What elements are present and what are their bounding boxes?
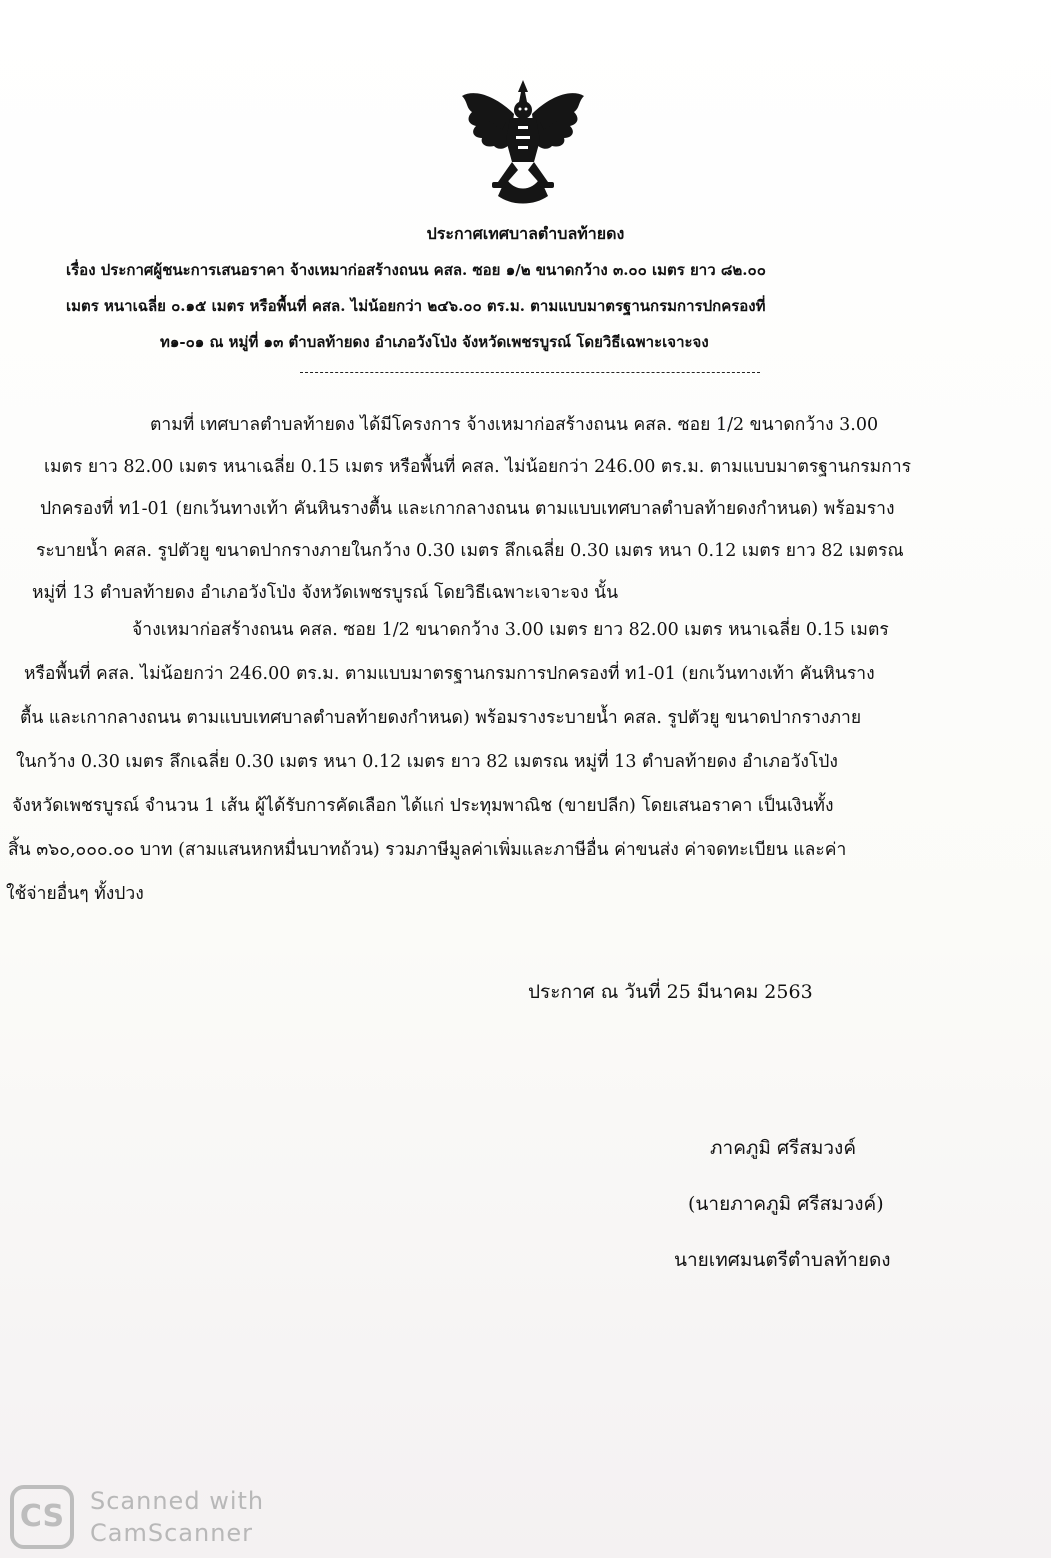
announcement-title: ประกาศเทศบาลตำบลท้ายดง xyxy=(426,224,625,243)
subject-line-1: เรื่อง ประกาศผู้ชนะการเสนอราคา จ้างเหมาก่อสร้างถนน คสล. ซอย ๑/๒ ขนาดกว้าง ๓.๐๐ เมตร ยาว ๘๒.๐๐ xyxy=(66,261,766,279)
paragraph1-line: เมตร ยาว 82.00 เมตร หนาเฉลี่ย 0.15 เมตร หรือพื้นที่ คสล. ไม่น้อยกว่า 246.00 ตร.ม. ตามแบบมาตรฐานกรมการ xyxy=(44,457,912,477)
paragraph2-line: สิ้น ๓๖๐,๐๐๐.๐๐ บาท (สามแสนหกหมื่นบาทถ้วน) รวมภาษีมูลค่าเพิ่มและภาษีอื่น ค่าขนส่ง ค่าจดทะเบียน และค่า xyxy=(8,840,847,860)
watermark-line-1: Scanned with xyxy=(90,1487,265,1515)
camscanner-watermark xyxy=(8,1483,288,1553)
paragraph2-line: หรือพื้นที่ คสล. ไม่น้อยกว่า 246.00 ตร.ม. ตามแบบมาตรฐานกรมการปกครองที่ ท1-01 (ยกเว้นทางเท้า คันหินราง xyxy=(24,664,875,684)
watermark-line-2: CamScanner xyxy=(90,1519,254,1547)
paragraph1-line: หมู่ที่ 13 ตำบลท้ายดง อำเภอวังโป่ง จังหวัดเพชรบูรณ์ โดยวิธีเฉพาะเจาะจง นั้น xyxy=(32,583,619,603)
subject-line-2: เมตร หนาเฉลี่ย ๐.๑๕ เมตร หรือพื้นที่ คสล. ไม่น้อยกว่า ๒๔๖.๐๐ ตร.ม. ตามแบบมาตรฐานกรมการปกครองที่ xyxy=(66,297,766,315)
paragraph2-line: ใช้จ่ายอื่นๆ ทั้งปวง xyxy=(6,884,144,904)
garuda-emblem-icon xyxy=(458,78,588,210)
paragraph1-line: ปกครองที่ ท1-01 (ยกเว้นทางเท้า คันหินรางตื้น และเกากลางถนน ตามแบบเทศบาลตำบลท้ายดงกำหนด) พร้อมราง xyxy=(40,499,895,519)
divider-line xyxy=(300,372,760,373)
signatory-position: นายเทศมนตรีตำบลท้ายดง xyxy=(674,1249,891,1271)
paragraph2-line: ในกว้าง 0.30 เมตร ลึกเฉลี่ย 0.30 เมตร หนา 0.12 เมตร ยาว 82 เมตรณ หมู่ที่ 13 ตำบลท้ายดง อำเภอวังโป่ง xyxy=(16,752,838,772)
subject-line-3: ท๑-๐๑ ณ หมู่ที่ ๑๓ ตำบลท้ายดง อำเภอวังโป่ง จังหวัดเพชรบูรณ์ โดยวิธีเฉพาะเจาะจง xyxy=(160,333,709,351)
signatory-full-name: (นายภาคภูมิ ศรีสมวงค์) xyxy=(688,1193,884,1215)
paragraph2-line: จังหวัดเพชรบูรณ์ จำนวน 1 เส้น ผู้ได้รับการคัดเลือก ได้แก่ ประทุมพาณิช (ขายปลีก) โดยเสนอราคา เป็นเงินทั้ง xyxy=(12,796,834,816)
paragraph2-line: ตื้น และเกากลางถนน ตามแบบเทศบาลตำบลท้ายดงกำหนด) พร้อมรางระบายน้ำ คสล. รูปตัวยู ขนาดปากรางภาย xyxy=(20,708,862,728)
paragraph1-line: ตามที่ เทศบาลตำบลท้ายดง ได้มีโครงการ จ้างเหมาก่อสร้างถนน คสล. ซอย 1/2 ขนาดกว้าง 3.00 xyxy=(150,415,879,435)
camscanner-logo-icon: CS xyxy=(10,1485,74,1549)
paragraph1-line: ระบายน้ำ คสล. รูปตัวยู ขนาดปากรางภายในกว้าง 0.30 เมตร ลึกเฉลี่ย 0.30 เมตร หนา 0.12 เมตร ยาว 82 เมตรณ xyxy=(36,541,904,561)
paragraph2-line: จ้างเหมาก่อสร้างถนน คสล. ซอย 1/2 ขนาดกว้าง 3.00 เมตร ยาว 82.00 เมตร หนาเฉลี่ย 0.15 เมตร xyxy=(132,620,889,640)
signature-name: ภาคภูมิ ศรีสมวงค์ xyxy=(710,1137,857,1159)
announcement-date: ประกาศ ณ วันที่ 25 มีนาคม 2563 xyxy=(528,981,813,1003)
